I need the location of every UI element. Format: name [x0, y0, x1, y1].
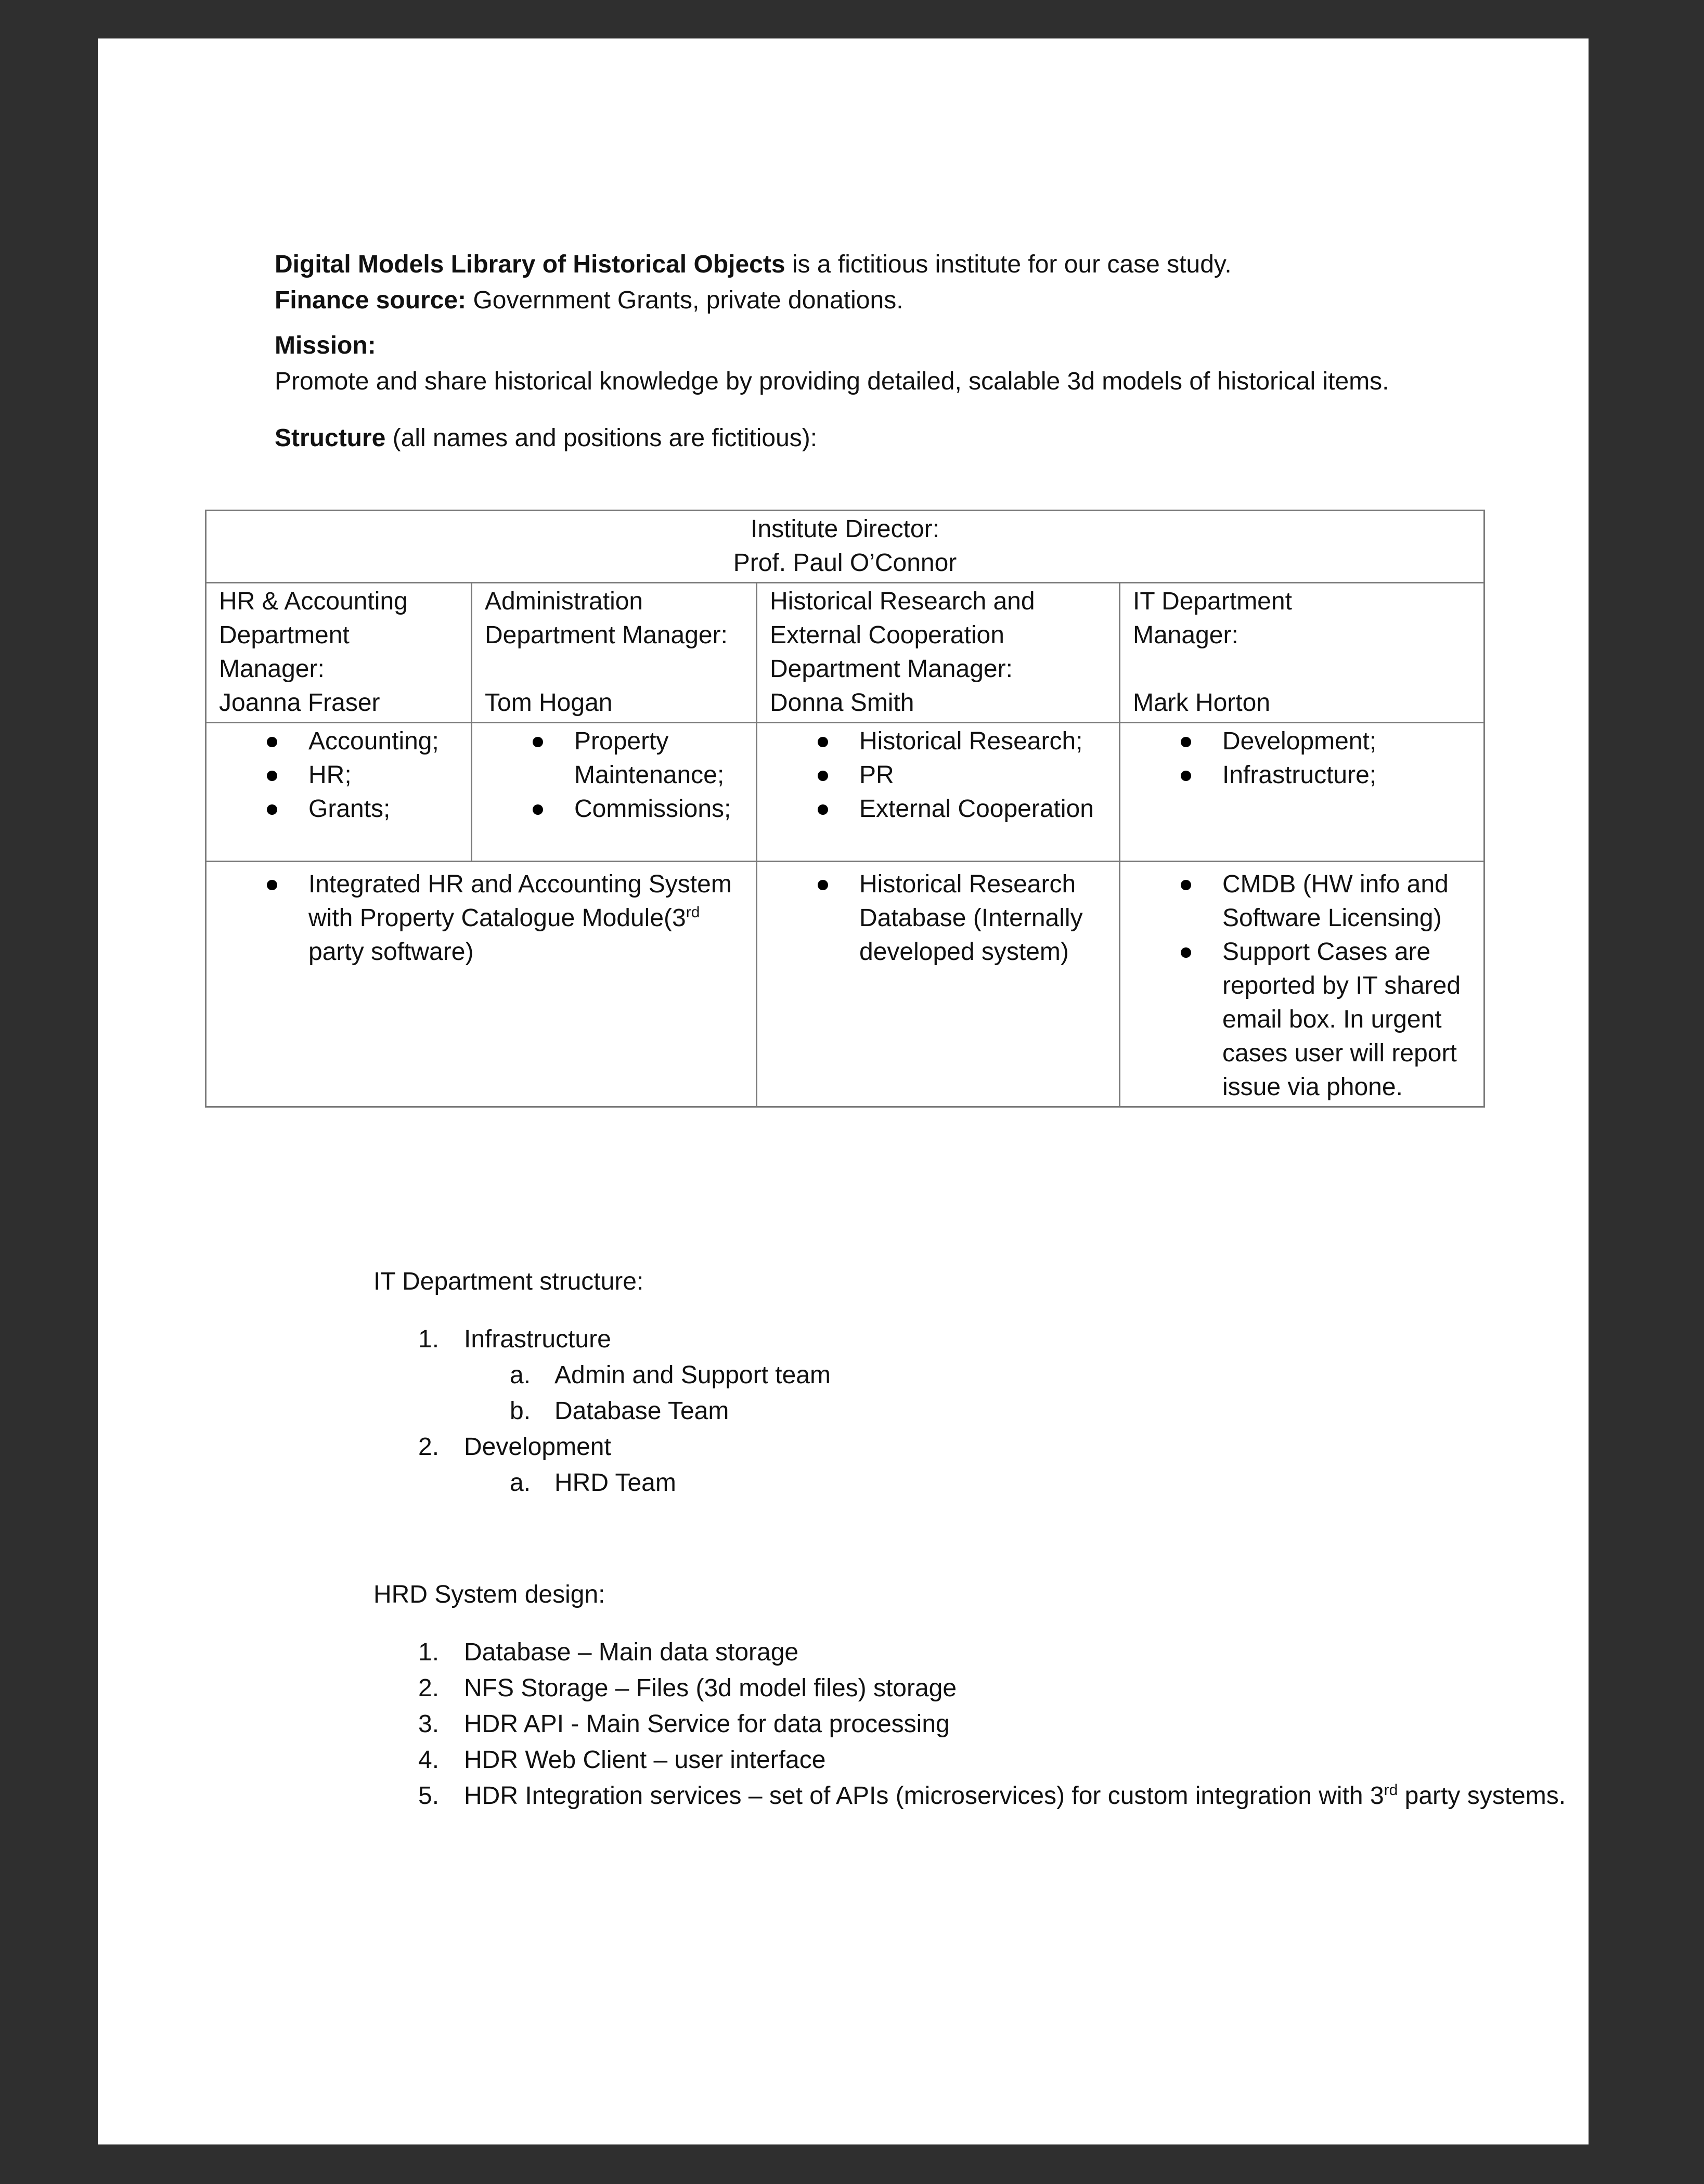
list-item: 2. Development a. HRD Team [373, 1429, 1585, 1501]
list-item: Commissions; [574, 792, 743, 826]
list-item: Property Maintenance; [574, 724, 743, 792]
manager-name: Joanna Fraser [219, 689, 380, 717]
list-item: a. HRD Team [510, 1469, 676, 1497]
director-title: Institute Director: [751, 515, 939, 543]
intro-title-line [275, 246, 1533, 282]
hrd-design-heading: HRD System design: [373, 1581, 605, 1608]
intro-title-rest: is a fictitious institute for our case study. [785, 251, 1232, 278]
list-item: Integrated HR and Accounting System with Property Catalogue Module(3rd party software) [308, 867, 743, 969]
list-item: HR; [308, 758, 458, 792]
mission-text: Promote and share historical knowledge by providing detailed, scalable 3d models of historical items. [275, 368, 1389, 395]
manager-name: Tom Hogan [485, 689, 613, 717]
structure-text: (all names and positions are fictitious): [385, 424, 818, 452]
list-item: 1. Infrastructure a. Admin and Support team b. Database Team [373, 1321, 1585, 1429]
finance-line [275, 282, 1533, 318]
it-systems [1120, 862, 1484, 1107]
hrd-design-list [373, 1634, 1585, 1814]
list-item: CMDB (HW info and Software Licensing) [1222, 867, 1471, 935]
list-item: Historical Research Database (Internally developed system) [859, 867, 1106, 969]
list-item: Historical Research; [859, 724, 1106, 758]
director-cell [206, 511, 1484, 583]
research-tasks [757, 723, 1120, 862]
list-item: PR [859, 758, 1106, 792]
list-item: Infrastructure; [1222, 758, 1471, 792]
manager-name: Mark Horton [1133, 689, 1271, 717]
mission-label: Mission: [275, 332, 376, 359]
dept-research-header: Historical Research and External Cooperation Department Manager: Donna Smith [757, 583, 1120, 723]
it-structure-heading: IT Department structure: [373, 1268, 644, 1295]
structure-line [275, 420, 1533, 456]
it-structure-list [373, 1321, 1585, 1501]
list-item: 5. HDR Integration services – set of APIs (microservices) for custom integration with 3rd party systems. [418, 1782, 1566, 1810]
director-row [206, 511, 1484, 583]
hrd-design-section [373, 1577, 1585, 1814]
list-item: b. Database Team [510, 1397, 729, 1425]
systems-row [206, 862, 1484, 1107]
list-item: 1. Database – Main data storage [418, 1639, 799, 1666]
institute-name: Digital Models Library of Historical Objects [275, 251, 785, 278]
it-structure-section [373, 1264, 1585, 1501]
finance-label: Finance source: [275, 287, 467, 314]
list-item: Support Cases are reported by IT shared email box. In urgent cases user will report issue via phone. [1222, 935, 1471, 1104]
hr-admin-systems [206, 862, 757, 1107]
list-item: 2. NFS Storage – Files (3d model files) storage [418, 1674, 957, 1702]
research-systems [757, 862, 1120, 1107]
org-structure-table [205, 510, 1485, 1108]
list-item: Accounting; [308, 724, 458, 758]
list-item: Grants; [308, 792, 458, 826]
finance-text: Government Grants, private donations. [466, 287, 903, 314]
intro-section [275, 246, 1533, 456]
structure-label: Structure [275, 424, 386, 452]
dept-hr-accounting-header: HR & Accounting Department Manager: Joanna Fraser [206, 583, 472, 723]
dept-administration-header: Administration Department Manager: Tom Hogan [472, 583, 757, 723]
list-item: 4. HDR Web Client – user interface [418, 1746, 826, 1774]
list-item: 3. HDR API - Main Service for data processing [418, 1710, 950, 1738]
dept-it-header: IT Department Manager: Mark Horton [1120, 583, 1484, 723]
it-tasks [1120, 723, 1484, 862]
list-item: External Cooperation [859, 792, 1106, 826]
hr-accounting-tasks [206, 723, 472, 862]
list-item: Development; [1222, 724, 1471, 758]
document-page [98, 38, 1589, 2144]
director-name: Prof. Paul O’Connor [733, 549, 957, 577]
manager-name: Donna Smith [770, 689, 914, 717]
department-heads-row [206, 583, 1484, 723]
administration-tasks [472, 723, 757, 862]
list-item: a. Admin and Support team [510, 1361, 831, 1389]
department-tasks-row [206, 723, 1484, 862]
